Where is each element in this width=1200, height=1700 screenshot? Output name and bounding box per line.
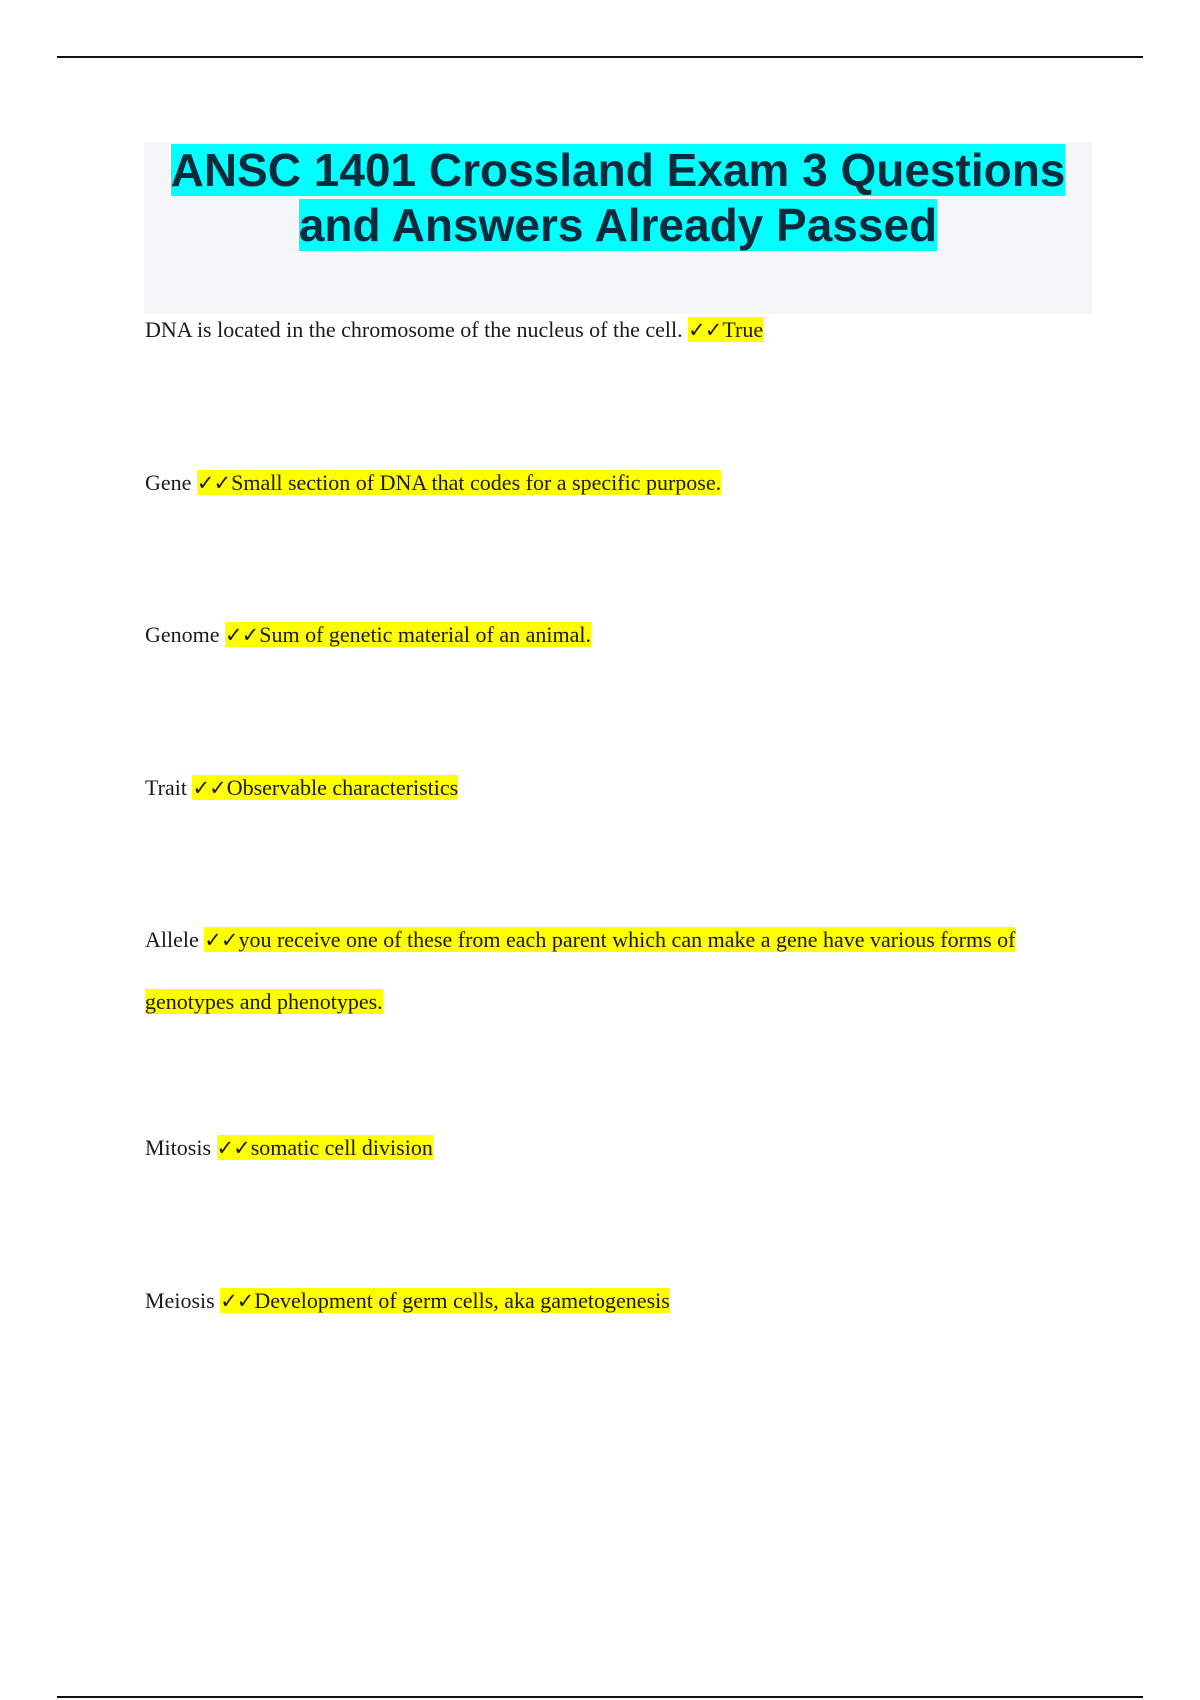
question-text: Gene <box>145 470 192 495</box>
bottom-rule <box>57 1696 1143 1698</box>
question-text: Mitosis <box>145 1135 212 1160</box>
document-title <box>144 143 1092 253</box>
double-check-icon: ✓✓ <box>688 318 722 342</box>
answer-highlight <box>192 775 458 800</box>
double-check-icon: ✓✓ <box>220 1289 254 1313</box>
answer-highlight <box>225 622 591 647</box>
double-check-icon: ✓✓ <box>216 1136 250 1160</box>
double-check-icon: ✓✓ <box>225 623 259 647</box>
answer-text: Observable characteristics <box>226 775 459 800</box>
double-check-icon: ✓✓ <box>204 928 238 952</box>
qa-item-dna <box>145 299 1085 361</box>
qa-item-mitosis <box>145 1117 1085 1179</box>
answer-text: you receive one of these from each parent which can make a gene have various forms of genotypes and phenotypes. <box>145 927 1016 1014</box>
top-rule <box>57 56 1143 58</box>
qa-item-meiosis <box>145 1270 1085 1332</box>
question-text: Trait <box>145 775 187 800</box>
qa-item-trait <box>145 757 1085 819</box>
question-text: Allele <box>145 927 199 952</box>
title-line-2: and Answers Already Passed <box>298 199 938 251</box>
answer-highlight <box>197 470 721 495</box>
question-text: Meiosis <box>145 1288 215 1313</box>
answer-highlight <box>220 1288 670 1313</box>
answer-text: True <box>722 317 764 342</box>
qa-item-gene <box>145 452 1085 514</box>
answer-text: Development of germ cells, aka gametogenesis <box>254 1288 670 1313</box>
double-check-icon: ✓✓ <box>196 471 231 495</box>
qa-item-genome <box>145 604 1085 666</box>
answer-highlight <box>688 317 763 342</box>
answer-highlight <box>145 927 1015 1014</box>
answer-text: Sum of genetic material of an animal. <box>259 622 591 647</box>
answer-highlight <box>217 1135 433 1160</box>
question-text: DNA is located in the chromosome of the nucleus of the cell. <box>145 317 683 342</box>
title-line-1: ANSC 1401 Crossland Exam 3 Questions <box>170 144 1066 196</box>
question-text: Genome <box>145 622 220 647</box>
double-check-icon: ✓✓ <box>192 776 226 800</box>
qa-item-allele <box>145 909 1085 1032</box>
answer-text: Small section of DNA that codes for a specific purpose. <box>231 470 722 495</box>
answer-text: somatic cell division <box>250 1135 433 1160</box>
